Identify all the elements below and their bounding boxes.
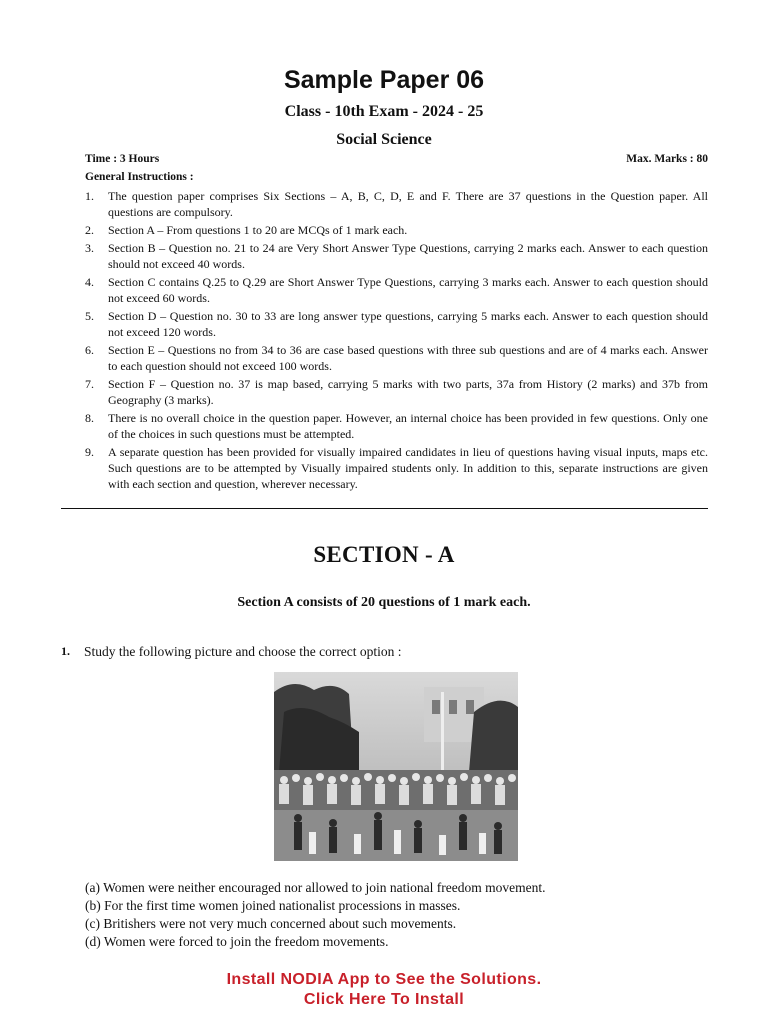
class-exam-line: Class - 10th Exam - 2024 - 25: [284, 103, 484, 120]
instruction-text: Section A – From questions 1 to 20 are MCQs of 1 mark each.: [108, 223, 408, 237]
instruction-number: 2.: [85, 223, 94, 237]
photo-illustration: [274, 672, 518, 861]
max-marks-label: Max. Marks : 80: [626, 153, 708, 165]
option-d: (d) Women were forced to join the freedom movements.: [85, 934, 389, 949]
section-description: Section A consists of 20 questions of 1 mark each.: [237, 595, 531, 610]
instruction-item: [85, 342, 708, 374]
instruction-number: 5.: [85, 309, 94, 323]
instruction-number: 6.: [85, 343, 94, 357]
instruction-text: There is no overall choice in the question paper. However, an internal choice has been provided in few questions. Only one of the choices in such questions must be attempted.: [108, 411, 708, 441]
instruction-item: [85, 274, 708, 306]
paper-title: Sample Paper 06: [283, 66, 485, 94]
instruction-number: 8.: [85, 411, 94, 425]
answer-options: [85, 879, 685, 951]
instruction-number: 4.: [85, 275, 94, 289]
section-title: SECTION - A: [313, 542, 455, 567]
instruction-text: Section B – Question no. 21 to 24 are Very Short Answer Type Questions, carrying 2 marks each. Answer to each question should not exceed 40 words.: [108, 241, 708, 271]
click-to-install-link[interactable]: Click Here To Install: [303, 991, 465, 1008]
time-label: Time : 3 Hours: [85, 153, 160, 165]
question-number: 1.: [61, 644, 70, 658]
instruction-item: [85, 240, 708, 272]
instruction-item: [85, 188, 708, 220]
instruction-text: Section F – Question no. 37 is map based, carrying 5 marks with two parts, 37a from History (2 marks) and 37b from Geography (3 marks).: [108, 377, 708, 407]
option-a: (a) Women were neither encouraged nor allowed to join national freedom movement.: [85, 880, 546, 895]
option-c: (c) Britishers were not very much concerned about such movements.: [85, 916, 457, 931]
paper-meta: [85, 153, 708, 169]
instruction-text: The question paper comprises Six Sections – A, B, C, D, E and F. There are 37 questions in the Question paper. All questions are compulsory.: [108, 189, 708, 219]
instruction-text: A separate question has been provided for visually impaired candidates in lieu of questions having visual inputs, maps etc. Such questions are to be attempted by Visually impaired students only. In addition to this, separate instructions are given with each section and question, wherever necessary.: [108, 445, 708, 491]
instruction-text: Section D – Question no. 30 to 33 are long answer type questions, carrying 5 marks each. Answer to each question should not exceed 120 words.: [108, 309, 708, 339]
instruction-number: 7.: [85, 377, 94, 391]
section-divider: [61, 508, 708, 509]
install-app-link[interactable]: Install NODIA App to See the Solutions.: [226, 971, 542, 988]
subject-heading: Social Science: [336, 131, 432, 148]
instruction-text: Section C contains Q.25 to Q.29 are Short Answer Type Questions, carrying 3 marks each. Answer to each question should not exceed 60 words.: [108, 275, 708, 305]
instruction-item: [85, 308, 708, 340]
instruction-text: Section E – Questions no from 34 to 36 are case based questions with three sub questions and are of 4 marks each. Answer to each question should not exceed 100 words.: [108, 343, 708, 373]
instruction-item: [85, 222, 708, 238]
general-instructions-heading: General Instructions :: [85, 171, 194, 183]
instructions-list: [85, 188, 708, 494]
option-b: (b) For the first time women joined nationalist processions in masses.: [85, 898, 461, 913]
question-text: Study the following picture and choose the correct option :: [84, 644, 402, 659]
instruction-number: 1.: [85, 189, 94, 203]
instruction-item: [85, 444, 708, 492]
install-app-banner[interactable]: [0, 970, 768, 1010]
instruction-number: 9.: [85, 445, 94, 459]
instruction-item: [85, 410, 708, 442]
protest-procession-photo: [274, 672, 518, 861]
instruction-number: 3.: [85, 241, 94, 255]
instruction-item: [85, 376, 708, 408]
